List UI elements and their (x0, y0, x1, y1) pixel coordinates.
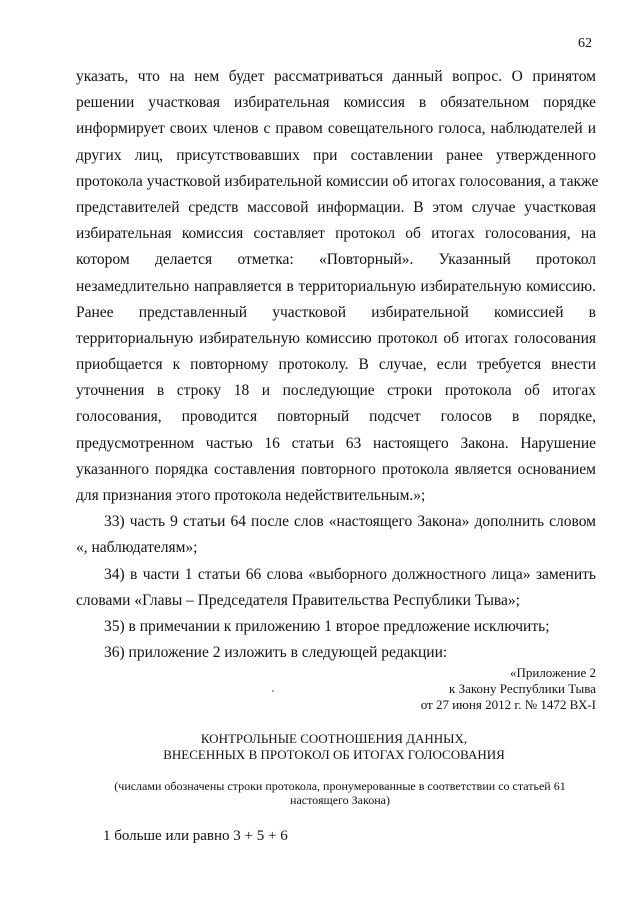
text-line: Ранее представленный участковой избирательной комиссией в (76, 303, 596, 321)
text-line: уточнения в строку 18 и последующие строки протокола об итогах (76, 382, 596, 400)
item-34-line1: 34) в части 1 статьи 66 слова «выборного должностного лица» заменить (104, 565, 596, 583)
text-line: указать, что на нем будет рассматриваться данный вопрос. О принятом (76, 68, 596, 85)
text-line: приобщается к повторному протоколу. В случае, если требуется внести (76, 356, 596, 374)
note-line1: (числами обозначены строки протокола, пронумерованные в соответствии со статьей 61 (114, 779, 566, 793)
text-line: избирательная комиссия составляет протокол об итогах голосования, на (76, 225, 596, 243)
heading-line2: ВНЕСЕННЫХ В ПРОТОКОЛ ОБ ИТОГАХ ГОЛОСОВАНИЯ (163, 747, 505, 762)
text-line: для признания этого протокола недействительным.»; (76, 487, 426, 504)
appendix-title: «Приложение 2 (509, 665, 596, 680)
text-line: предусмотренном частью 16 статьи 63 настоящего Закона. Нарушение (76, 434, 596, 452)
text-line: представителей средств массовой информации. В этом случае участковая (76, 198, 596, 216)
text-line: указанного порядка составления повторного протокола является основанием (76, 460, 596, 478)
page-number: 62 (578, 36, 592, 51)
heading-line1: КОНТРОЛЬНЫЕ СООТНОШЕНИЯ ДАННЫХ, (200, 731, 468, 746)
document-body (76, 64, 599, 666)
appendix-law: к Закону Республики Тыва (449, 681, 596, 696)
appendix-date: от 27 июня 2012 г. № 1472 ВХ-I (420, 697, 596, 712)
text-line: протокола участковой избирательной комиссии об итогах голосования, а также (76, 172, 599, 190)
note-line2: настоящего Закона) (290, 793, 390, 807)
text-line: котором делается отметка: «Повторный». Указанный протокол (76, 251, 596, 269)
item-33-line2: «, наблюдателям»; (76, 539, 198, 557)
item-33-line1: 33) часть 9 статьи 64 после слов «настоящего Закона» дополнить словом (104, 513, 596, 531)
appendix-header (421, 665, 596, 713)
item-36: 36) приложение 2 изложить в следующей редакции: (104, 644, 448, 662)
item-34-line2: словами «Главы – Председателя Правительства Республики Тыва»; (76, 591, 520, 609)
item-35: 35) в примечании к приложению 1 второе предложение исключить; (104, 617, 550, 635)
text-line: информирует своих членов с правом совещательного голоса, наблюдателей и (76, 120, 596, 138)
text-line: других лиц, присутствовавших при составлении ранее утвержденного (76, 146, 596, 164)
text-line: голосования, проводится повторный подсчет голосов в порядке, (76, 408, 596, 426)
scan-speck (272, 690, 274, 692)
control-formula: 1 больше или равно 3 + 5 + 6 (103, 828, 288, 844)
text-line: решении участковая избирательная комиссия в обязательном порядке (76, 94, 596, 112)
text-line: территориальную избирательную комиссию протокол об итогах голосования (76, 329, 596, 347)
heading-note (100, 779, 580, 807)
section-heading (100, 731, 568, 763)
text-line: незамедлительно направляется в территориальную избирательную комиссию. (76, 277, 596, 295)
